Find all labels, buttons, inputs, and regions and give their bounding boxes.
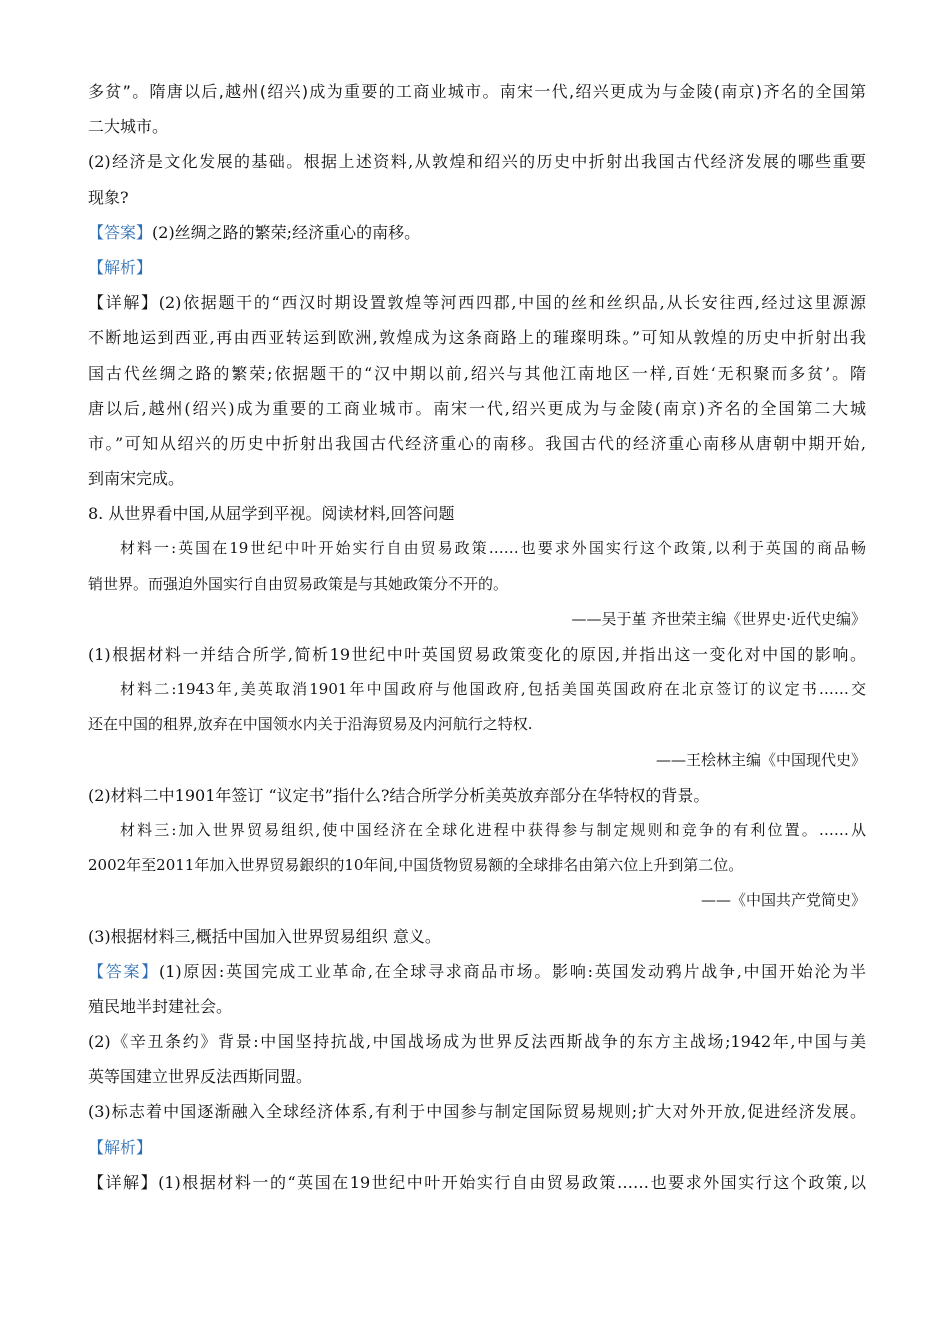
- answer-text: (1)原因:英国完成工业革命,在全球寻求商品市场。影响:英国发动鸦片战争,中国开始沦为半: [158, 961, 866, 981]
- question-8-3: (3)根据材料三,概括中国加入世界贸易组织 意义。: [88, 926, 441, 946]
- detail-line: 【详解】(1)根据材料一的“英国在19世纪中叶开始实行自由贸易政策……也要求外国实行这个政策,以: [88, 1172, 866, 1192]
- material-three-line: 2002年至2011年加入世界贸易銀织的10年间,中国货物贸易额的全球排名由第六位上升到第二位。: [88, 856, 744, 875]
- text-line: 二大城市。: [88, 117, 169, 137]
- answer-tag: 【答案】: [88, 961, 159, 981]
- answer-line: [88, 215, 866, 250]
- material-two-line: 还在中国的租界,放弃在中国领水内关于沿海贸易及内河航行之特权.: [88, 715, 533, 734]
- detail-line: 国古代丝绸之路的繁荣;依据题干的“汉中期以前,绍兴与其他江南地区一样,百姓‘无积聚而多贫’。隋: [88, 363, 866, 383]
- answer-line: 英等国建立世界反法西斯同盟。: [88, 1067, 313, 1087]
- material-one-source: ——吴于堇 齐世荣主编《世界史·近代史编》: [571, 609, 866, 628]
- document-page: [88, 74, 866, 1200]
- answer-tag: 【答案】: [88, 222, 153, 242]
- text-line: 现象?: [88, 187, 129, 207]
- question-8-2: (2)材料二中1901年签订 “议定书”指什么?结合所学分析美英放弃部分在华特权的背景。: [88, 785, 710, 805]
- question-8-heading: 8. 从世界看中国,从屈学到平视。阅读材料,回答问题: [88, 504, 455, 524]
- question-8-1: (1)根据材料一并结合所学,简析19世纪中叶英国贸易政策变化的原因,并指出这一变化对中国的影响。: [88, 645, 866, 664]
- material-three-line: 材料三:加入世界贸易组织,使中国经济在全球化进程中获得参与制定规则和竞争的有利位置。……从: [120, 820, 866, 839]
- analysis-tag: 【解析】: [88, 257, 153, 277]
- answer-line: [88, 954, 866, 989]
- answer-line: (2)《辛丑条约》背景:中国坚持抗战,中国战场成为世界反法西斯战争的东方主战场;1942年,中国与美: [88, 1032, 866, 1052]
- detail-line: 唐以后,越州(绍兴)成为重要的工商业城市。南宋一代,绍兴更成为与金陵(南京)齐名的全国第二大城: [88, 398, 866, 418]
- material-two-source: ——王桧林主编《中国现代史》: [655, 750, 866, 769]
- material-one-line: 材料一:英国在19世纪中叶开始实行自由贸易政策……也要求外国实行这个政策,以利于英国的商品畅: [120, 539, 866, 558]
- answer-text: (2)丝绸之路的繁荣;经济重心的南移。: [152, 222, 421, 242]
- material-three-source: ——《中国共产党简史》: [700, 891, 866, 910]
- detail-line: 不断地运到西亚,再由西亚转运到欧洲,敦煌成为这条商路上的璀璨明珠。”可知从敦煌的历史中折射出我: [88, 328, 866, 348]
- detail-line: 市。”可知从绍兴的历史中折射出我国古代经济重心的南移。我国古代的经济重心南移从唐朝中期开始,: [88, 433, 866, 453]
- text-line: 多贫”。隋唐以后,越州(绍兴)成为重要的工商业城市。南宋一代,绍兴更成为与金陵(南京)齐名的全国第: [88, 82, 866, 101]
- material-one-line: 销世界。而强迫外国实行自由贸易政策是与其她政策分不开的。: [88, 574, 509, 593]
- answer-line: 殖民地半封建社会。: [88, 996, 233, 1016]
- detail-line: 【详解】(2)依据题干的“西汉时期设置敦煌等河西四郡,中国的丝和丝织品,从长安往西,经过这里源源: [88, 293, 866, 313]
- answer-line: (3)标志着中国逐渐融入全球经济体系,有利于中国参与制定国际贸易规则;扩大对外开放,促进经济发展。: [88, 1102, 866, 1122]
- question-2-prompt: (2)经济是文化发展的基础。根据上述资料,从敦煌和绍兴的历史中折射出我国古代经济发展的哪些重要: [88, 152, 866, 172]
- detail-line: 到南宋完成。: [88, 469, 185, 489]
- material-two-line: 材料二:1943年,美英取消1901年中国政府与他国政府,包括美国英国政府在北京签订的议定书……交: [120, 680, 866, 699]
- analysis-tag: 【解析】: [88, 1137, 153, 1157]
